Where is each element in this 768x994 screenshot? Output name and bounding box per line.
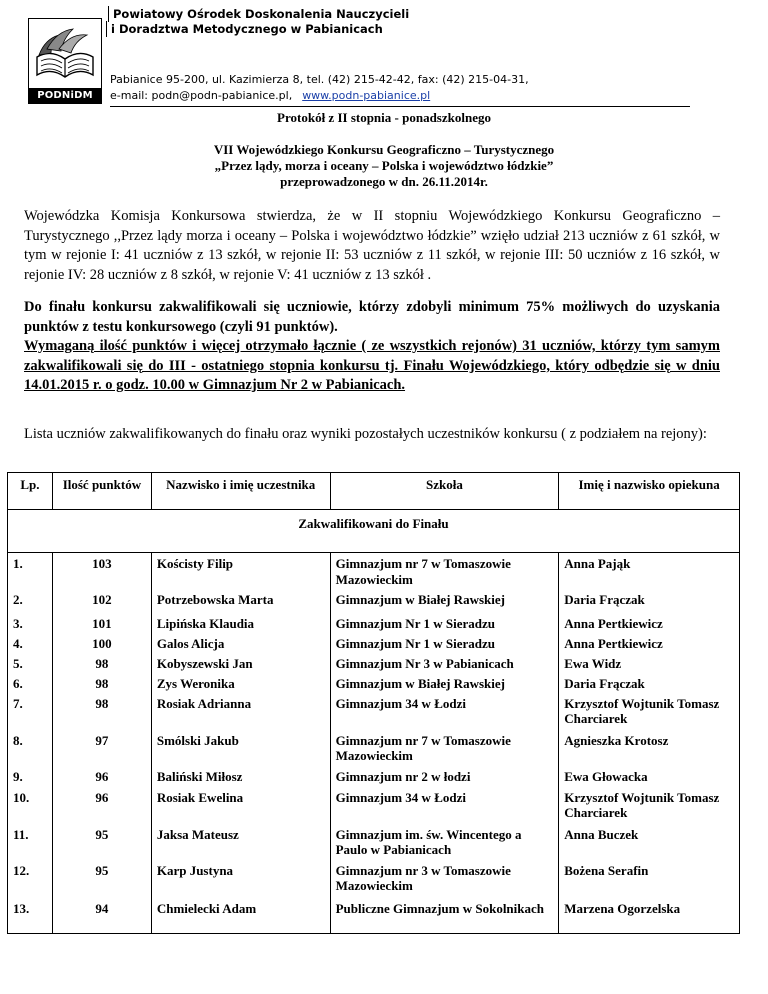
competition-subtitle: „Przez lądy, morza i oceany – Polska i województwo łódzkie”: [214, 158, 554, 173]
table-row: [8, 613, 740, 633]
header-points: Ilość punktów: [52, 473, 151, 510]
row-guardian: Anna Buczek: [559, 824, 740, 860]
row-lp: 7.: [8, 693, 53, 730]
section-row: [8, 510, 740, 553]
list-intro: Lista uczniów zakwalifikowanych do finału oraz wyniki pozostałych uczestników konkursu ( z podziałem na rejony):: [24, 426, 707, 442]
row-name: Kobyszewski Jan: [151, 653, 330, 673]
row-guardian: Krzysztof Wojtunik Tomasz Charciarek: [559, 787, 740, 824]
email-text: e-mail: podn@podn-pabianice.pl,: [110, 89, 293, 102]
commission-paragraph: Wojewódzka Komisja Konkursowa stwierdza, że w II stopniu Wojewódzkiego Konkursu Geograficzno – Turystycznego ,,Przez lądy morza i oceany – Polska i województwo łódzkie” wzięło udział 213 uczniów z 61 szkół, w tym w rejonie I: 41 uczniów z 13 szkół, w rejonie II: 53 uczniów z 11 szkół, w rejonie III: 50 uczniów z 16 szkół, w rejonie IV: 28 uczniów z 8 szkół, w rejonie V: 41 uczniów z 13 szkół .: [24, 208, 720, 283]
row-points: 96: [52, 787, 151, 824]
row-name: Galos Alicja: [151, 633, 330, 653]
row-guardian: Anna Pertkiewicz: [559, 633, 740, 653]
row-guardian: Daria Frączak: [559, 589, 740, 613]
row-points: 95: [52, 860, 151, 898]
row-points: 103: [52, 553, 151, 589]
row-lp: 2.: [8, 589, 53, 613]
table-row: [8, 553, 740, 589]
qualification-paragraph: [24, 298, 720, 396]
table-row: [8, 693, 740, 730]
website-link[interactable]: www.podn-pabianice.pl: [302, 89, 431, 102]
row-name: Baliński Miłosz: [151, 766, 330, 787]
logo-text: PODNiDM: [28, 88, 102, 104]
row-lp: 6.: [8, 673, 53, 693]
results-table: [7, 472, 740, 934]
header-school: Szkoła: [330, 473, 559, 510]
open-book-icon: [28, 18, 102, 92]
row-name: Jaksa Mateusz: [151, 824, 330, 860]
row-points: 94: [52, 898, 151, 934]
row-school: Gimnazjum Nr 1 w Sieradzu: [330, 633, 559, 653]
org-name-line2: i Doradztwa Metodycznego w Pabianicach: [106, 21, 383, 37]
table-row: [8, 860, 740, 898]
table-row: [8, 766, 740, 787]
header-lp: Lp.: [8, 473, 53, 510]
table-row: [8, 787, 740, 824]
row-points: 97: [52, 730, 151, 766]
row-school: Gimnazjum w Białej Rawskiej: [330, 589, 559, 613]
logo: [28, 18, 102, 104]
competition-date: przeprowadzonego w dn. 26.11.2014r.: [280, 174, 488, 189]
row-lp: 5.: [8, 653, 53, 673]
row-points: 98: [52, 673, 151, 693]
row-points: 102: [52, 589, 151, 613]
row-name: Smólski Jakub: [151, 730, 330, 766]
section-label: Zakwalifikowani do Finału: [8, 510, 740, 553]
row-school: Gimnazjum nr 3 w Tomaszowie Mazowieckim: [330, 860, 559, 898]
header-guardian: Imię i nazwisko opiekuna: [559, 473, 740, 510]
row-guardian: Daria Frączak: [559, 673, 740, 693]
row-lp: 12.: [8, 860, 53, 898]
row-guardian: Krzysztof Wojtunik Tomasz Charciarek: [559, 693, 740, 730]
table-row: [8, 898, 740, 934]
row-lp: 9.: [8, 766, 53, 787]
letterhead-divider: [110, 106, 690, 107]
table-row: [8, 589, 740, 613]
row-school: Gimnazjum 34 w Łodzi: [330, 693, 559, 730]
row-school: Gimnazjum Nr 3 w Pabianicach: [330, 653, 559, 673]
row-name: Kościsty Filip: [151, 553, 330, 589]
org-name-line1: Powiatowy Ośrodek Doskonalenia Nauczycieli: [108, 6, 409, 22]
row-lp: 4.: [8, 633, 53, 653]
row-guardian: Bożena Serafin: [559, 860, 740, 898]
table-row: [8, 633, 740, 653]
competition-title: VII Wojewódzkiego Konkursu Geograficzno – Turystycznego: [213, 142, 555, 157]
row-guardian: Ewa Głowacka: [559, 766, 740, 787]
row-name: Lipińska Klaudia: [151, 613, 330, 633]
row-name: Rosiak Adrianna: [151, 693, 330, 730]
header-name: Nazwisko i imię uczestnika: [151, 473, 330, 510]
row-name: Karp Justyna: [151, 860, 330, 898]
row-school: Gimnazjum 34 w Łodzi: [330, 787, 559, 824]
table-header-row: [8, 473, 740, 510]
row-guardian: Anna Pertkiewicz: [559, 613, 740, 633]
contact-line: [110, 89, 430, 103]
row-school: Gimnazjum nr 2 w łodzi: [330, 766, 559, 787]
row-lp: 11.: [8, 824, 53, 860]
row-lp: 8.: [8, 730, 53, 766]
row-points: 101: [52, 613, 151, 633]
row-name: Zys Weronika: [151, 673, 330, 693]
row-school: Gimnazjum nr 7 w Tomaszowie Mazowieckim: [330, 730, 559, 766]
row-guardian: Agnieszka Krotosz: [559, 730, 740, 766]
table-row: [8, 673, 740, 693]
row-lp: 13.: [8, 898, 53, 934]
row-lp: 10.: [8, 787, 53, 824]
row-guardian: Anna Pająk: [559, 553, 740, 589]
row-guardian: Marzena Ogorzelska: [559, 898, 740, 934]
row-guardian: Ewa Widz: [559, 653, 740, 673]
row-school: Publiczne Gimnazjum w Sokolnikach: [330, 898, 559, 934]
protocol-title: Protokół z II stopnia - ponadszkolnego: [277, 110, 491, 125]
row-name: Chmielecki Adam: [151, 898, 330, 934]
row-points: 98: [52, 653, 151, 673]
row-school: Gimnazjum nr 7 w Tomaszowie Mazowieckim: [330, 553, 559, 589]
table-row: [8, 730, 740, 766]
table-row: [8, 824, 740, 860]
row-school: Gimnazjum im. św. Wincentego a Paulo w Pabianicach: [330, 824, 559, 860]
row-name: Potrzebowska Marta: [151, 589, 330, 613]
letterhead: [28, 6, 690, 102]
address-line: Pabianice 95-200, ul. Kazimierza 8, tel. (42) 215-42-42, fax: (42) 215-04-31,: [110, 73, 529, 86]
row-school: Gimnazjum w Białej Rawskiej: [330, 673, 559, 693]
row-name: Rosiak Ewelina: [151, 787, 330, 824]
row-lp: 3.: [8, 613, 53, 633]
row-points: 98: [52, 693, 151, 730]
qualification-text: Do finału konkursu zakwalifikowali się uczniowie, którzy zdobyli minimum 75% możliwych do uzyskania punktów z testu konkursowego (czyli 91 punktów).: [24, 299, 720, 335]
final-info-text: Wymaganą ilość punktów i więcej otrzymało łącznie ( ze wszystkich rejonów) 31 uczniów, którzy tym samym zakwalifikowali się do III - ostatniego stopnia konkursu tj. Finału Wojewódzkiego, który odbędzie się w dniu 14.01.2015 r. o godz. 10.00 w Gimnazjum Nr 2 w Pabianicach.: [24, 338, 720, 393]
row-points: 100: [52, 633, 151, 653]
row-lp: 1.: [8, 553, 53, 589]
table-row: [8, 653, 740, 673]
row-points: 95: [52, 824, 151, 860]
row-points: 96: [52, 766, 151, 787]
row-school: Gimnazjum Nr 1 w Sieradzu: [330, 613, 559, 633]
